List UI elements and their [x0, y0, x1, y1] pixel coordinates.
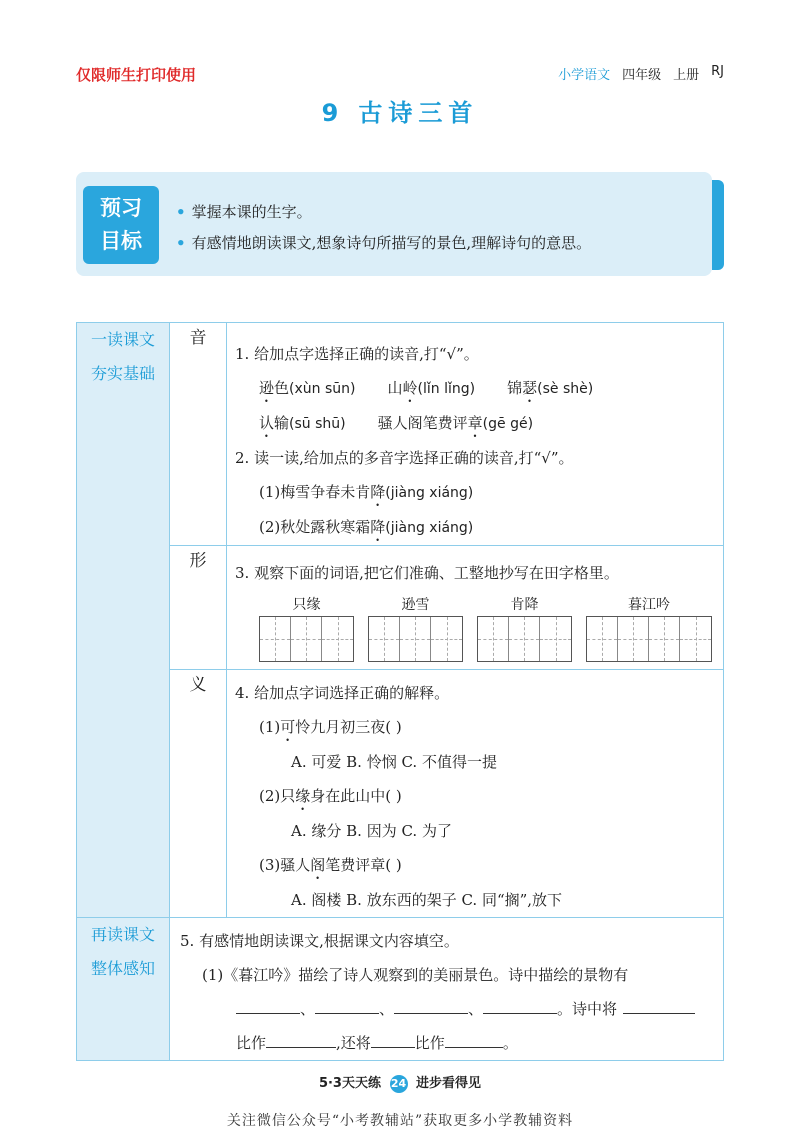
tianzige-grid[interactable]	[259, 616, 354, 662]
q1-row-1	[235, 371, 723, 406]
goal-item	[176, 232, 591, 253]
q1-item: 逊色(xùn sūn)	[259, 379, 356, 397]
meaning-exercises	[227, 670, 724, 918]
question-3: 3. 观察下面的词语,把它们准确、工整地抄写在田字格里。	[235, 564, 619, 582]
category-form: 形	[170, 546, 227, 670]
q2-item: (1)梅雪争春未肯降(jiàng xiáng)	[259, 483, 474, 501]
answer-blank[interactable]	[623, 996, 695, 1014]
grid-word-label: 只缘	[292, 597, 321, 613]
bullet-icon: •	[176, 234, 186, 252]
subject-label: 小学语文	[558, 68, 611, 83]
q1-item: 认输(sū shū)	[259, 414, 346, 432]
category-sound: 音	[170, 323, 227, 546]
goals-tag-line2: 目标	[100, 229, 142, 253]
q5-fill-line-3	[180, 1026, 723, 1060]
page-number-badge: 24	[390, 1075, 408, 1093]
q4-options: A. 阁楼 B. 放东西的架子 C. 同“搁”,放下	[291, 891, 563, 909]
q1-item: 锦瑟(sè shè)	[507, 379, 594, 397]
grid-word	[477, 594, 572, 662]
edition-label: RJ	[711, 64, 724, 79]
goals-panel-edge	[712, 180, 724, 270]
grid-word-label: 逊雪	[401, 597, 430, 613]
sound-exercises	[227, 323, 724, 546]
grid-word-label: 暮江吟	[628, 597, 670, 613]
grid-word	[586, 594, 712, 662]
goal-text: 掌握本课的生字。	[191, 203, 312, 221]
answer-blank[interactable]	[394, 996, 468, 1014]
bullet-icon: •	[176, 203, 186, 221]
grade-label: 四年级	[622, 68, 662, 83]
lesson-title-text: 古诗三首	[358, 99, 479, 127]
question-2: 2. 读一读,给加点的多音字选择正确的读音,打“√”。	[235, 449, 574, 467]
grid-word	[368, 594, 463, 662]
fill-text: ,还将	[336, 1034, 371, 1052]
tianzige-grid[interactable]	[586, 616, 712, 662]
section-label-line1: 一读课文	[90, 330, 155, 349]
print-notice: 仅限师生打印使用	[76, 66, 197, 84]
answer-blank[interactable]	[371, 1030, 415, 1048]
fill-text: 比作	[414, 1034, 445, 1052]
section-label-basics	[77, 323, 170, 918]
section-label-overview	[77, 918, 170, 1061]
page-footer	[0, 1072, 800, 1093]
answer-blank[interactable]	[266, 1030, 336, 1048]
answer-blank[interactable]	[236, 996, 300, 1014]
tianzige-grid[interactable]	[477, 616, 572, 662]
bottom-notice: 关注微信公众号“小考教辅站”获取更多小学教辅资料	[226, 1113, 574, 1129]
q4-item: (3)骚人阁笔费评章( )	[259, 856, 402, 874]
grid-word	[259, 594, 354, 662]
footer-slogan: 进步看得见	[416, 1076, 482, 1091]
q5-sub1: (1)《暮江吟》描绘了诗人观察到的美丽景色。诗中描绘的景物有	[202, 966, 629, 984]
tianzige-grid[interactable]	[368, 616, 463, 662]
q1-item: 山岭(lǐn lǐng)	[387, 379, 476, 397]
section-label-line2: 夯实基础	[90, 364, 155, 383]
preview-goals-tag	[83, 186, 159, 264]
question-4: 4. 给加点字词选择正确的解释。	[235, 684, 450, 702]
q2-item: (2)秋处露秋寒霜降(jiàng xiáng)	[259, 518, 474, 536]
q1-row-2	[235, 406, 723, 441]
question-1: 1. 给加点字选择正确的读音,打“√”。	[235, 345, 479, 363]
goal-item	[176, 201, 312, 222]
q4-options: A. 缘分 B. 因为 C. 为了	[291, 822, 452, 840]
category-meaning: 义	[170, 670, 227, 918]
preview-goals-panel	[76, 172, 712, 276]
q5-fill-line-2: 、 、 、 。诗中将	[180, 992, 723, 1026]
grid-word-label: 肯降	[510, 597, 539, 613]
lesson-number: 9	[321, 99, 345, 127]
exercise-table	[76, 322, 724, 1061]
answer-blank[interactable]	[315, 996, 379, 1014]
answer-blank[interactable]	[483, 996, 557, 1014]
q4-options: A. 可爱 B. 怜悯 C. 不值得一提	[291, 753, 497, 771]
question-5: 5. 有感情地朗读课文,根据课文内容填空。	[180, 932, 459, 950]
goals-tag-line1: 预习	[100, 196, 142, 220]
writing-grids	[235, 594, 723, 662]
page-title	[0, 93, 800, 128]
section-label-line2: 整体感知	[90, 959, 155, 978]
fill-text: 。诗中将	[557, 1000, 618, 1018]
section-label-line1: 再读课文	[90, 925, 155, 944]
fill-text: 比作	[236, 1034, 267, 1052]
volume-label: 上册	[673, 68, 700, 83]
book-info	[558, 64, 724, 83]
footer-brand: 5·3天天练	[318, 1076, 381, 1091]
overview-exercises	[170, 918, 724, 1061]
q1-item: 骚人阁笔费评章(gē gé)	[377, 414, 534, 432]
form-exercises	[227, 546, 724, 670]
q4-item: (1)可怜九月初三夜( )	[259, 718, 402, 736]
fill-text: 。	[502, 1034, 518, 1052]
answer-blank[interactable]	[445, 1030, 503, 1048]
goal-text: 有感情地朗读课文,想象诗句所描写的景色,理解诗句的意思。	[191, 234, 592, 252]
q4-item: (2)只缘身在此山中( )	[259, 787, 402, 805]
